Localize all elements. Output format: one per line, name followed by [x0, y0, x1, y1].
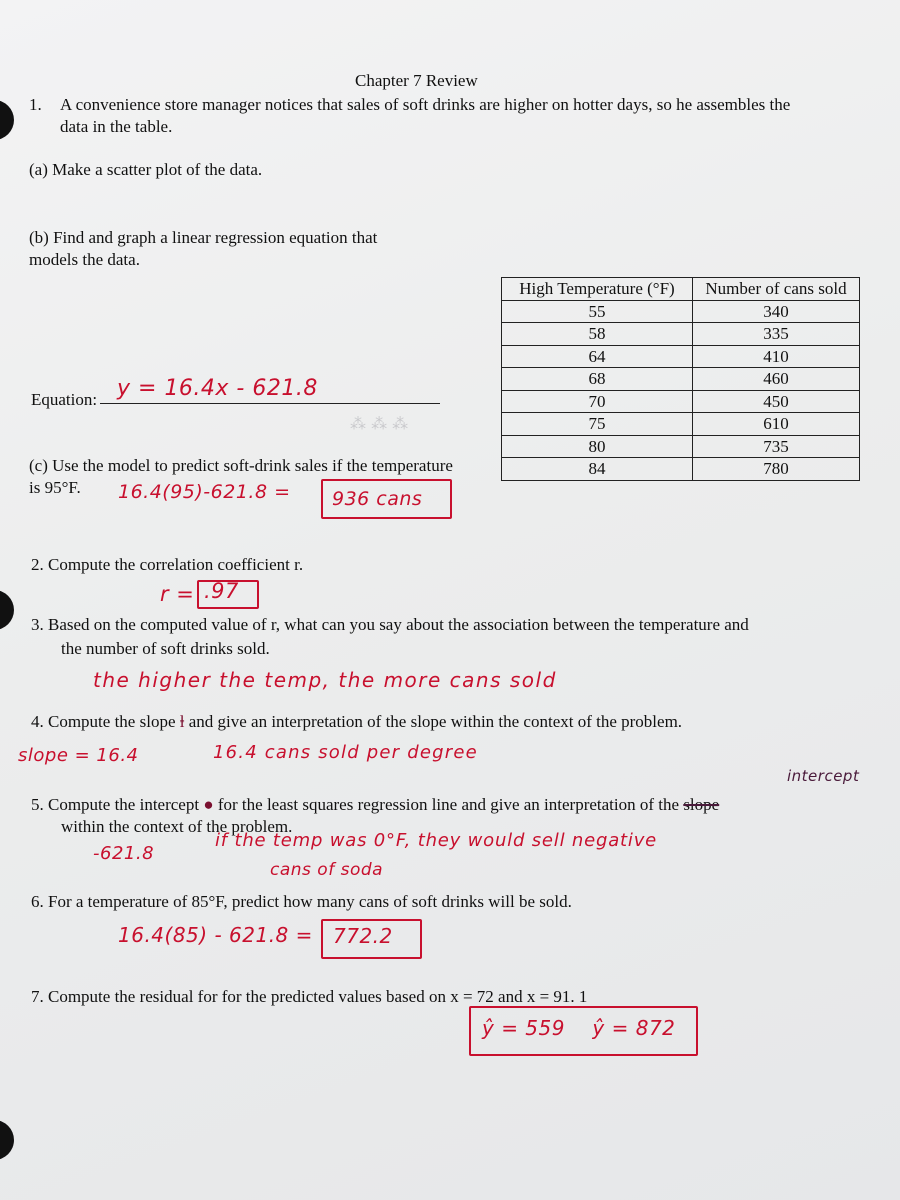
q1b-text-line1: (b) Find and graph a linear regression equation that	[29, 228, 378, 247]
equation-answer-line	[100, 403, 440, 404]
intercept-value: -621.8	[93, 843, 155, 864]
table-row	[502, 345, 860, 368]
erased-mark: ⁂ ⁂ ⁂	[350, 414, 409, 433]
prediction-95-work: 16.4(95)-621.8 =	[118, 481, 291, 503]
binder-hole	[0, 590, 14, 630]
q1-text-line2: data in the table.	[60, 117, 173, 136]
q7-text: 7. Compute the residual for for the predicted values based on x = 72 and x = 91. 1	[31, 987, 588, 1006]
prediction-85-work: 16.4(85) - 621.8 =	[118, 923, 313, 947]
q3-text-line1: 3. Based on the computed value of r, what can you say about the association between the temperature and	[31, 615, 749, 634]
a-mark: ●	[203, 795, 214, 814]
q1b-text-line2: models the data.	[29, 250, 140, 269]
temperature-cell: 58	[502, 323, 693, 346]
q1a-text: (a) Make a scatter plot of the data.	[29, 160, 263, 179]
temperature-cell: 75	[502, 413, 693, 436]
cans-cell: 735	[693, 435, 860, 458]
q1c-text-line1: (c) Use the model to predict soft-drink sales if the temperature	[29, 456, 453, 475]
prediction-95-answer: 936 cans	[332, 488, 423, 510]
q4-text: 4. Compute the slope ⱡ and give an interpretation of the slope within the context of the problem.	[31, 712, 683, 731]
r-label: r =	[160, 582, 195, 606]
slope-interpretation: 16.4 cans sold per degree	[213, 742, 478, 763]
intercept-interpretation-line2: cans of soda	[270, 860, 384, 880]
table-row	[502, 413, 860, 436]
q3-text-line2: the number of soft drinks sold.	[61, 639, 270, 658]
header-cans-sold: Number of cans sold	[693, 278, 860, 301]
header-temperature: High Temperature (°F)	[502, 278, 693, 301]
page-title: Chapter 7 Review	[355, 71, 478, 90]
table-row	[502, 390, 860, 413]
table-row	[502, 300, 860, 323]
q1-text-line1: A convenience store manager notices that sales of soft drinks are higher on hotter days, so he assembles the	[60, 95, 791, 114]
q1-number: 1.	[29, 95, 42, 114]
struck-slope: slope	[683, 795, 720, 814]
r-value: .97	[204, 579, 239, 603]
temperature-cell: 80	[502, 435, 693, 458]
binder-hole	[0, 1120, 14, 1160]
temperature-cell: 68	[502, 368, 693, 391]
cans-cell: 335	[693, 323, 860, 346]
cans-cell: 610	[693, 413, 860, 436]
q2-text: 2. Compute the correlation coefficient r.	[31, 555, 304, 574]
q5-text-line2: within the context of the problem.	[61, 817, 293, 836]
binder-hole	[0, 100, 14, 140]
table-row	[502, 435, 860, 458]
intercept-interpretation-line1: if the temp was 0°F, they would sell negative	[215, 830, 658, 851]
association-answer: the higher the temp, the more cans sold	[93, 668, 557, 692]
table-row	[502, 458, 860, 481]
temperature-cell: 84	[502, 458, 693, 481]
cans-cell: 450	[693, 390, 860, 413]
cans-cell: 460	[693, 368, 860, 391]
temperature-cell: 64	[502, 345, 693, 368]
equation-label: Equation:	[31, 390, 98, 409]
residual-answer: ŷ = 559 ŷ = 872	[482, 1016, 676, 1040]
table-header-row	[502, 278, 860, 301]
table-row	[502, 368, 860, 391]
temperature-cell: 55	[502, 300, 693, 323]
b-mark: ⱡ	[179, 712, 185, 731]
table-row	[502, 323, 860, 346]
slope-answer: slope = 16.4	[18, 745, 139, 766]
q6-text: 6. For a temperature of 85°F, predict how many cans of soft drinks will be sold.	[31, 892, 572, 911]
cans-cell: 780	[693, 458, 860, 481]
prediction-85-answer: 772.2	[333, 924, 393, 948]
intercept-word: intercept	[787, 767, 860, 785]
cans-cell: 410	[693, 345, 860, 368]
equation-answer: y = 16.4x - 621.8	[117, 376, 318, 401]
temperature-cell: 70	[502, 390, 693, 413]
data-table	[501, 277, 860, 481]
q1c-text-line2: is 95°F.	[29, 478, 81, 497]
q5-text: 5. Compute the intercept ● for the least squares regression line and give an interpretation of the slope	[31, 795, 720, 814]
cans-cell: 340	[693, 300, 860, 323]
